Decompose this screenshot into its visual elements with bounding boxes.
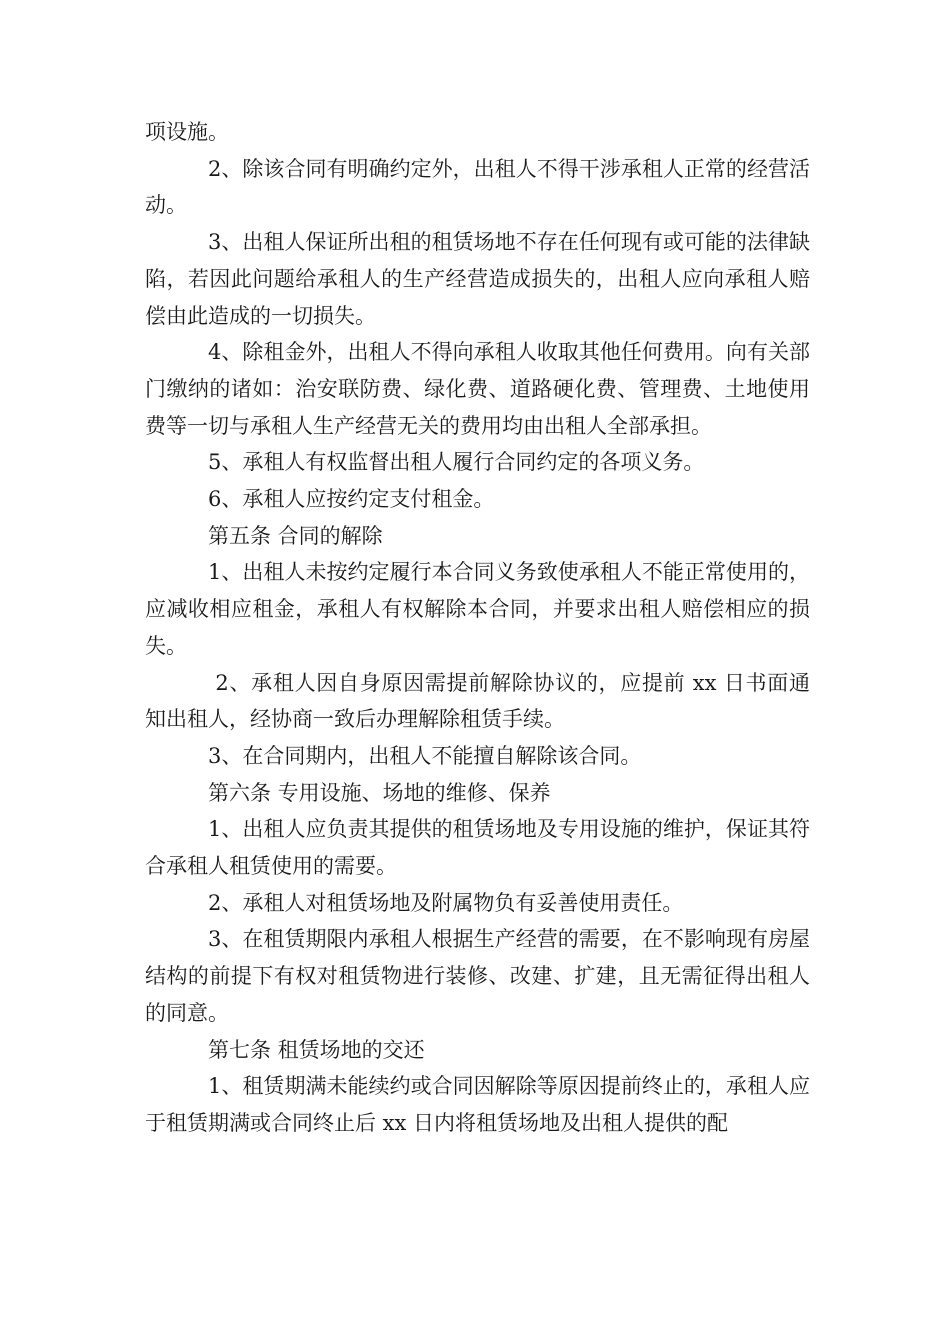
paragraph-continuation: 项设施。: [145, 120, 229, 144]
paragraph-clause-6-2: 2、承租人对租赁场地及附属物负有妥善使用责任。: [208, 890, 684, 915]
paragraph-clause-5-2: 2、承租人因自身原因需提前解除协议的，应提前 xx 日书面通知出租人，经协商一致后办理解除租赁手续。: [145, 670, 810, 732]
paragraph-clause-5-3: 3、在合同期内，出租人不能擅自解除该合同。: [208, 743, 642, 768]
document-body: [145, 114, 810, 1142]
paragraph-clause-6-3: 3、在租赁期限内承租人根据生产经营的需要，在不影响现有房屋结构的前提下有权对租赁物进行装修、改建、扩建，且无需征得出租人的同意。: [145, 927, 810, 1025]
article-5-heading: 第五条 合同的解除: [208, 523, 383, 548]
paragraph-clause-4-6: 6、承租人应按约定支付租金。: [208, 487, 495, 512]
article-6-heading: 第六条 专用设施、场地的维修、保养: [208, 780, 551, 805]
paragraph-clause-4-4: 4、除租金外，出租人不得向承租人收取其他任何费用。向有关部门缴纳的诸如：治安联防费、绿化费、道路硬化费、管理费、土地使用费等一切与承租人生产经营无关的费用均由出租人全部承担。: [145, 340, 810, 438]
article-7-heading: 第七条 租赁场地的交还: [208, 1037, 425, 1062]
paragraph-clause-4-2: 2、除该合同有明确约定外，出租人不得干涉承租人正常的经营活动。: [145, 156, 810, 218]
paragraph-clause-6-1: 1、出租人应负责其提供的租赁场地及专用设施的维护，保证其符合承租人租赁使用的需要。: [145, 817, 810, 879]
paragraph-clause-4-3: 3、出租人保证所出租的租赁场地不存在任何现有或可能的法律缺陷，若因此问题给承租人的生产经营造成损失的，出租人应向承租人赔偿由此造成的一切损失。: [145, 230, 810, 328]
paragraph-clause-5-1: 1、出租人未按约定履行本合同义务致使承租人不能正常使用的，应减收相应租金，承租人有权解除本合同，并要求出租人赔偿相应的损失。: [145, 560, 810, 658]
paragraph-clause-7-1: 1、租赁期满未能续约或合同因解除等原因提前终止的，承租人应于租赁期满或合同终止后 xx 日内将租赁场地及出租人提供的配: [145, 1074, 810, 1135]
paragraph-clause-4-5: 5、承租人有权监督出租人履行合同约定的各项义务。: [208, 450, 705, 475]
